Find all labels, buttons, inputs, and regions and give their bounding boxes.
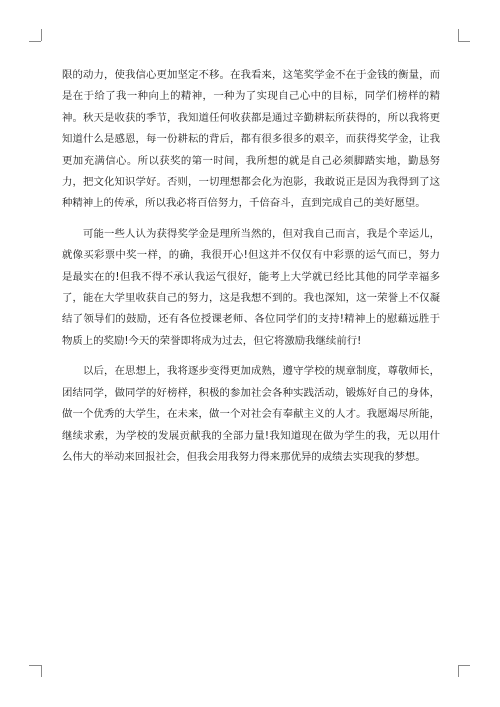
paragraph-3: 以后，在思想上，我将逐步变得更加成熟，遵守学校的规章制度，尊敬师长，团结同学，做同学的好榜样，积极的参加社会各种实践活动，锻炼好自己的身体，做一个优秀的大学生，在未来，做一个对社会有奉献主义的人才。我愿竭尽所能，继续求索，为学校的发展贡献我的全部力量!我知道现在做为学生的我，无以用什么伟大的举动来回报社会，但我会用我努力得来那优异的成绩去实现我的梦想。 [62, 365, 440, 463]
paragraph-2: 可能一些人认为获得奖学金是理所当然的，但对我自己而言，我是个幸运儿，就像买彩票中奖一样，的确，我很开心!但这并不仅仅有中彩票的运气而已，努力是最实在的!但我不得不承认我运气很好，能考上大学就已经比其他的同学幸福多了，能在大学里收获自己的努力，这是我想不到的。我也深知，这一荣誉上不仅凝结了领导们的鼓励，还有各位授课老师、各位同学们的支持!精神上的慰藉远胜于物质上的奖励!今天的荣誉即将成为过去，但它将激励我继续前行! [62, 227, 440, 347]
paragraph-1: 限的动力，使我信心更加坚定不移。在我看来，这笔奖学金不在于金钱的衡量，而是在于给了我一种向上的精神，一种为了实现自己心中的目标，同学们榜样的精神。秋天是收获的季节，我知道任何收获都是通过辛勤耕耘所获得的，所以我将更知道什么是感恩，每一份耕耘的背后，都有很多很多的艰辛，而获得奖学金，让我更加充满信心。所以获奖的第一时间，我所想的就是自己必须脚踏实地，勤恳努力，把文化知识学好。否则，一切理想都会化为泡影，我敢说正是因为我得到了这种精神上的传承，所以我必将百倍努力，千倍奋斗，直到完成自己的美好愿望。 [62, 69, 440, 210]
document-body [62, 65, 440, 477]
